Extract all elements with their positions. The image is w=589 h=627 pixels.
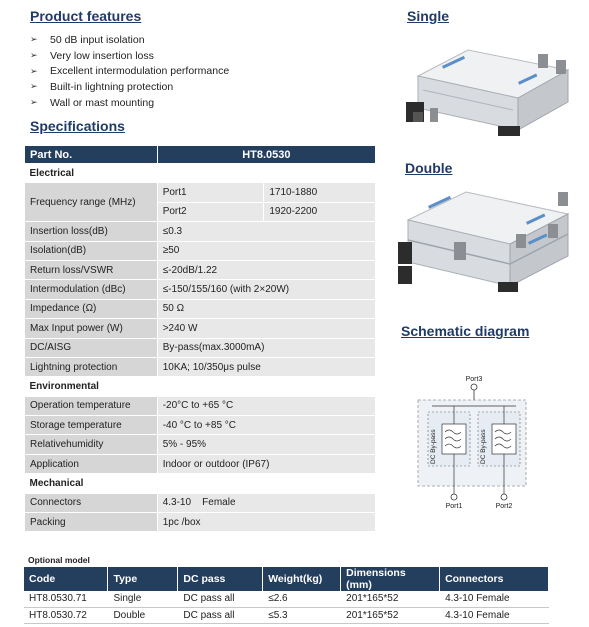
port3-connector-icon [471, 384, 477, 390]
port1-connector-icon [451, 494, 457, 500]
spec-row: Storage temperature -40 °C to +85 °C [25, 416, 376, 435]
spec-row-frequency: Frequency range (MHz) Port1 1710-1880 [25, 183, 376, 202]
schematic-diagram [412, 372, 532, 512]
arrow-bullet-icon: ➢ [30, 81, 38, 92]
spec-row: Return loss/VSWR ≤-20dB/1.22 [25, 260, 376, 279]
arrow-bullet-icon: ➢ [30, 34, 38, 45]
port3-label: Port3 [465, 376, 483, 383]
spec-row: Application Indoor or outdoor (IP67) [25, 454, 376, 473]
port2-connector-icon [501, 494, 507, 500]
spec-row: Impedance (Ω) 50 Ω [25, 299, 376, 318]
spec-row: Isolation(dB) ≥50 [25, 241, 376, 260]
optional-model-table [24, 567, 549, 624]
feature-item: ➢ Excellent intermodulation performance [30, 65, 230, 78]
bypass-label-right: DC By-pass [480, 429, 487, 464]
filter-1-icon [442, 424, 466, 454]
spec-row: Max Input power (W) >240 W [25, 319, 376, 338]
optional-header-row: Code Type DC pass Weight(kg) Dimensions (mm) Connectors [24, 567, 549, 591]
spec-row: DC/AISG By-pass(max.3000mA) [25, 338, 376, 357]
spec-row: Lightning protection 10KA; 10/350μs pulse [25, 357, 376, 376]
section-environmental: Environmental [25, 377, 376, 396]
double-combiner-photo [398, 182, 580, 294]
section-mechanical: Mechanical [25, 474, 376, 493]
spec-row: Relativehumidity 5% - 95% [25, 435, 376, 454]
feature-item: ➢ Built-in lightning protection [30, 80, 174, 93]
spec-row-frequency-port2: Port2 1920-2200 [25, 202, 376, 221]
feature-item: ➢ Wall or mast mounting [30, 96, 155, 109]
feature-item: ➢ Very low insertion loss [30, 49, 154, 62]
spec-row: Packing 1pc /box [25, 513, 376, 532]
specifications-heading: Specifications [30, 118, 125, 134]
part-no-label: Part No. [25, 146, 158, 164]
single-heading: Single [407, 8, 450, 24]
schematic-heading: Schematic diagram [401, 323, 530, 339]
table-row: HT8.0530.72 Double DC pass all ≤5.3 201*165*52 4.3-10 Female [24, 607, 549, 623]
product-features-heading: Product features [30, 8, 142, 24]
spec-row: Operation temperature -20°C to +65 °C [25, 396, 376, 415]
arrow-bullet-icon: ➢ [30, 97, 38, 108]
spec-row: Insertion loss(dB) ≤0.3 [25, 222, 376, 241]
arrow-bullet-icon: ➢ [30, 50, 38, 61]
single-combiner-photo [398, 30, 580, 138]
bypass-label-left: DC By-pass [430, 429, 437, 464]
double-heading: Double [405, 160, 453, 176]
part-no-value: HT8.0530 [157, 146, 375, 164]
filter-2-icon [492, 424, 516, 454]
table-row: HT8.0530.71 Single DC pass all ≤2.6 201*165*52 4.3-10 Female [24, 591, 549, 607]
feature-list [30, 32, 229, 110]
optional-model-title: Optional model [28, 555, 90, 565]
port1-label: Port1 [445, 503, 463, 510]
spec-row: Connectors 4.3-10 Female [25, 493, 376, 512]
specifications-table [24, 145, 376, 532]
section-electrical: Electrical [25, 164, 376, 183]
spec-header-row [25, 146, 376, 164]
feature-item: ➢ 50 dB input isolation [30, 33, 145, 46]
port2-label: Port2 [495, 503, 513, 510]
spec-row: Intermodulation (dBc) ≤-150/155/160 (with 2×20W) [25, 280, 376, 299]
arrow-bullet-icon: ➢ [30, 65, 38, 76]
